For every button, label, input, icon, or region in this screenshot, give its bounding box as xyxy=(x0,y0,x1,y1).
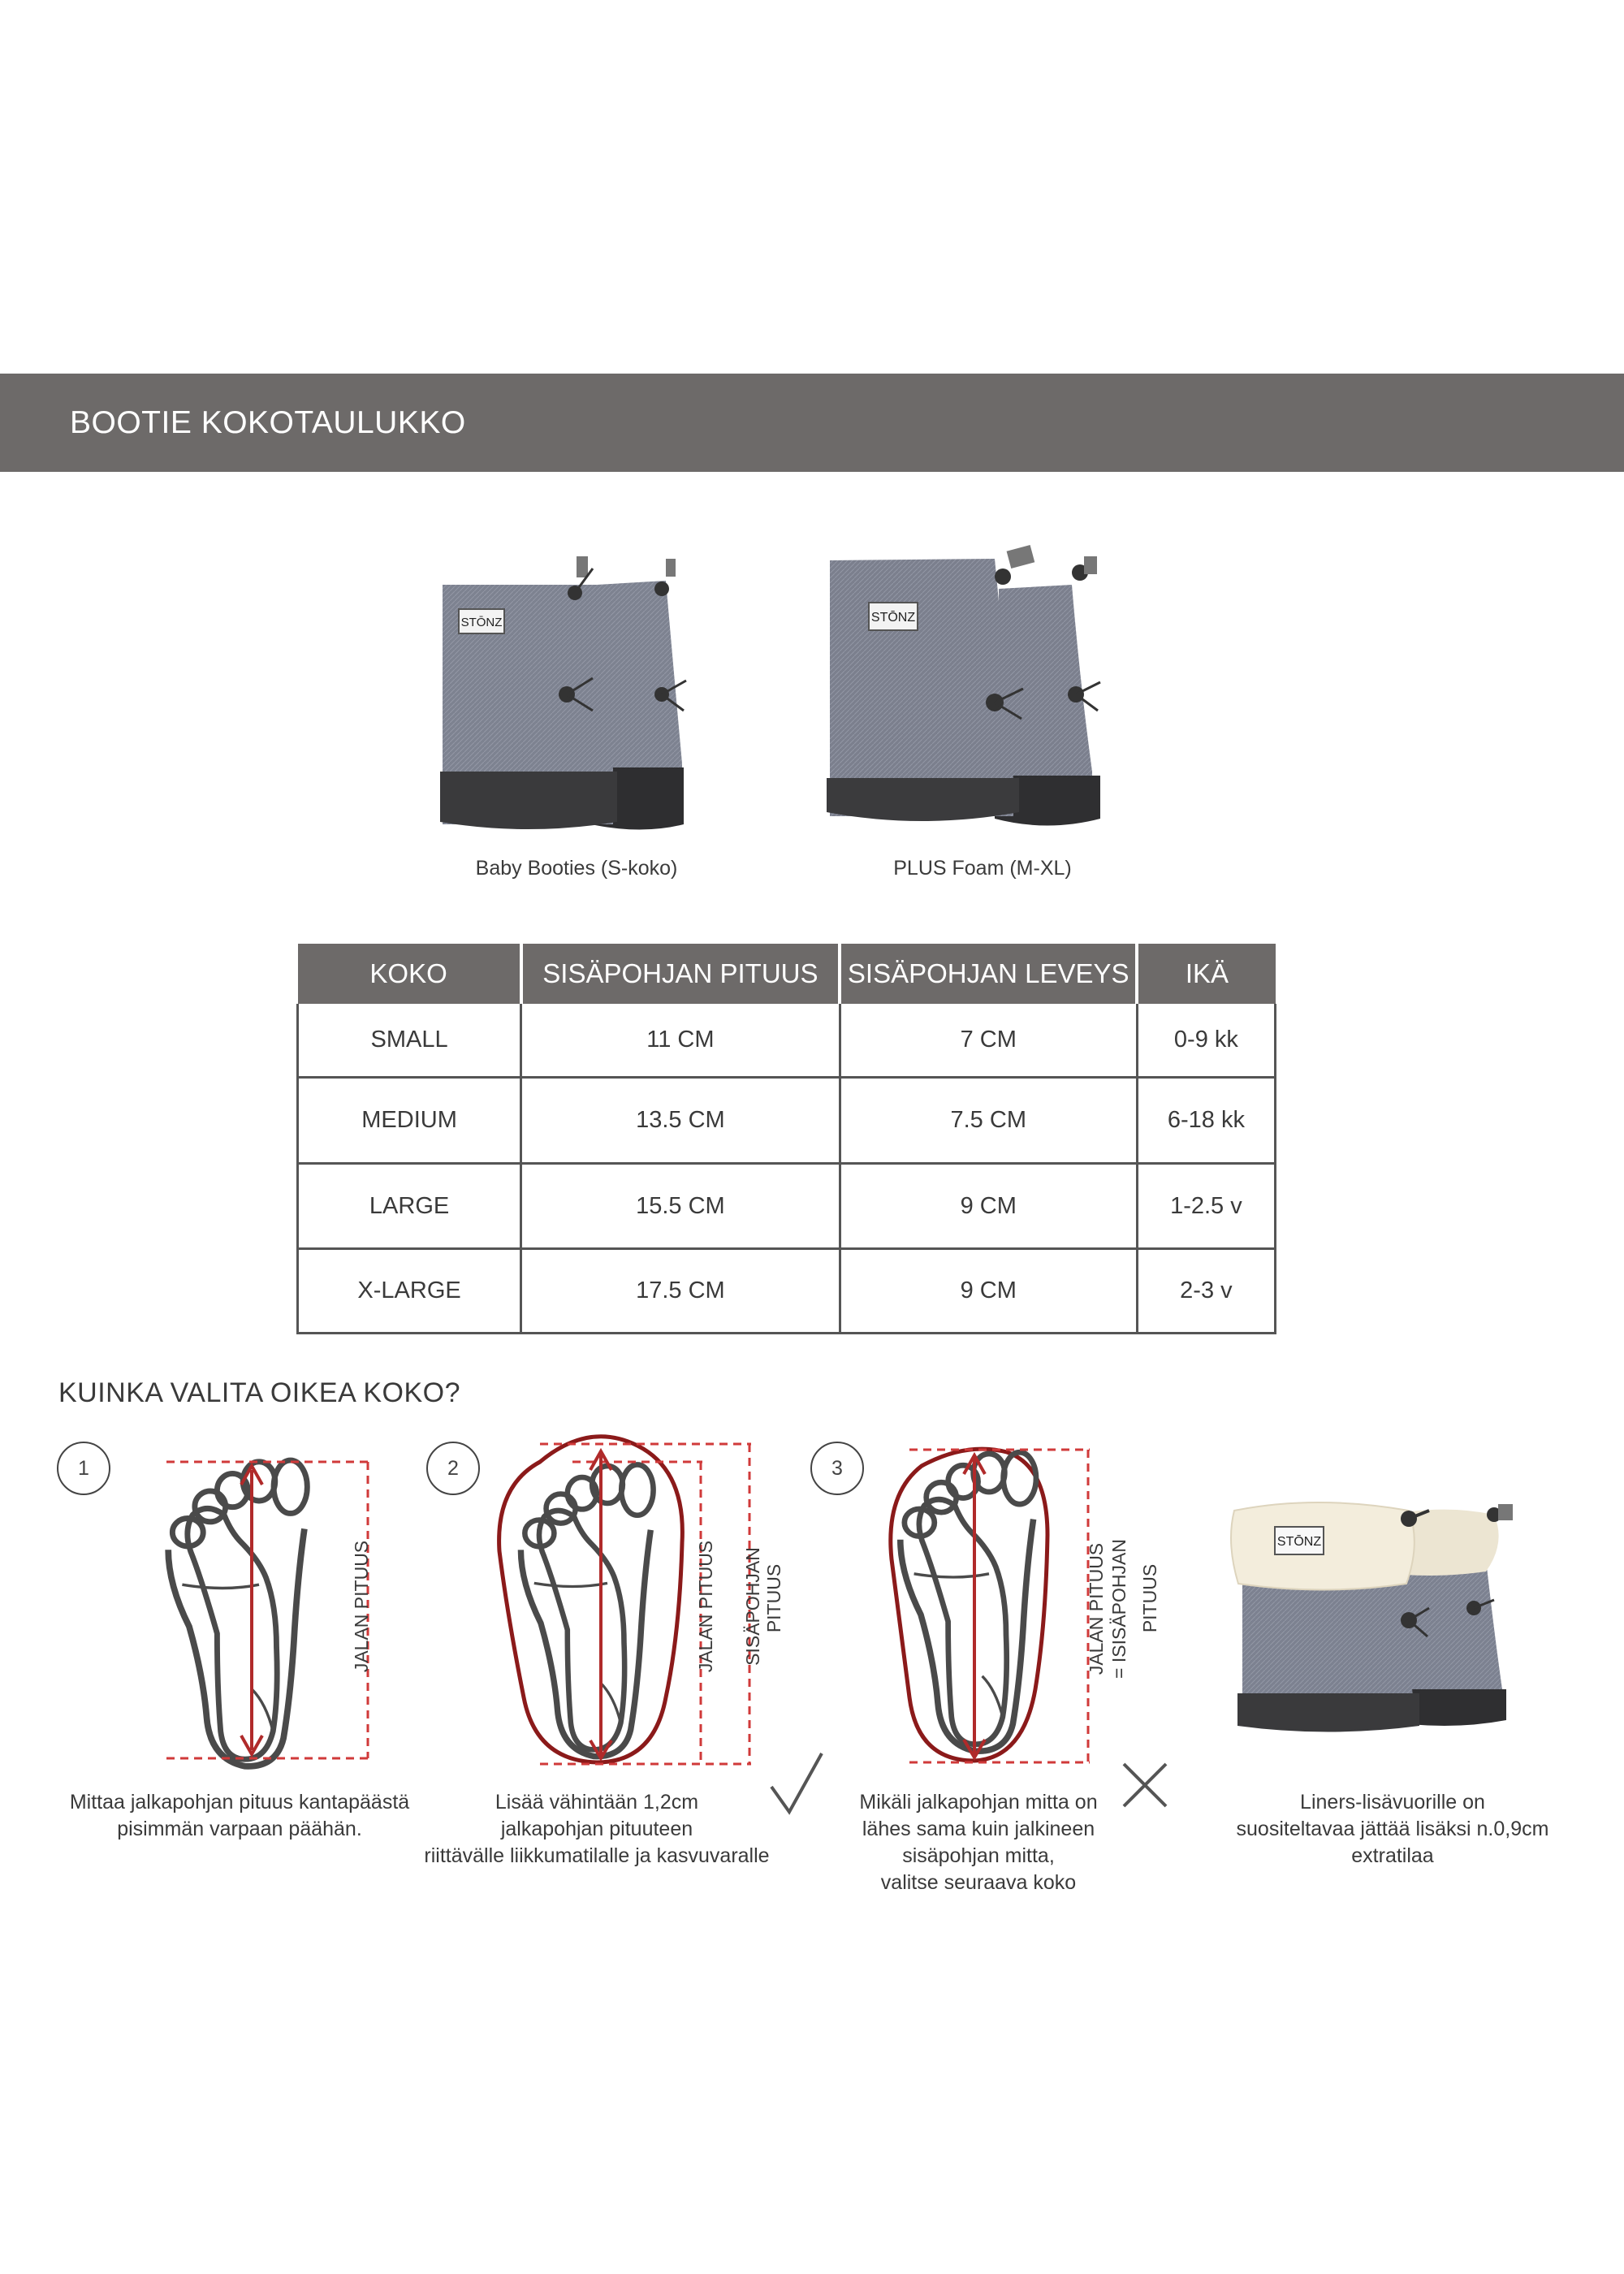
step-3-label-pituus: PITUUS xyxy=(1139,1563,1160,1633)
step-1-caption xyxy=(49,1789,430,1843)
table-row xyxy=(298,1164,1276,1249)
header-koko: KOKO xyxy=(298,944,521,1004)
step-1-number: 1 xyxy=(57,1442,110,1495)
step-2-label-jalan-pituus: JALAN PITUUS xyxy=(695,1540,716,1673)
step-3-caption-line: sisäpohjan mitta, xyxy=(902,1844,1055,1867)
header-ika: IKÄ xyxy=(1137,944,1275,1004)
step-3-caption-line: lähes sama kuin jalkineen xyxy=(862,1818,1095,1840)
stonz-logo-text: STŌNZ xyxy=(870,611,916,625)
product-caption-baby: Baby Booties (S-koko) xyxy=(475,857,678,880)
step-1-caption-line: pisimmän varpaan päähän. xyxy=(117,1818,362,1840)
step-2-number: 2 xyxy=(426,1442,480,1495)
page-title: BOOTIE KOKOTAULUKKO xyxy=(70,405,466,440)
liner-bootie-image xyxy=(1226,1494,1518,1738)
cross-icon xyxy=(1121,1761,1169,1809)
step-3-label-isisapohjan: = ISISÄPOHJAN xyxy=(1108,1539,1129,1679)
step-2-foot-diagram xyxy=(491,1429,759,1770)
step-1-label-jalan-pituus: JALAN PITUUS xyxy=(351,1540,372,1673)
cell-width: 7.5 CM xyxy=(840,1078,1137,1164)
step-2-label-sisapohjan: SISÄPOHJAN xyxy=(742,1547,763,1666)
table-row xyxy=(298,1078,1276,1164)
step-3-label-jalan-pituus: JALAN PITUUS xyxy=(1086,1542,1107,1675)
liner-caption-line: extratilaa xyxy=(1351,1844,1434,1867)
step-2-caption-line: jalkapohjan pituuteen xyxy=(500,1818,693,1840)
cell-length: 11 CM xyxy=(521,1004,840,1078)
cell-length: 17.5 CM xyxy=(521,1249,840,1334)
cell-age: 6-18 kk xyxy=(1137,1078,1275,1164)
step-2-caption-line: Lisää vähintään 1,2cm xyxy=(495,1791,699,1814)
table-header-row xyxy=(298,944,1276,1004)
cell-length: 15.5 CM xyxy=(521,1164,840,1249)
plus-foam-image xyxy=(820,544,1129,837)
cell-size: SMALL xyxy=(298,1004,521,1078)
stonz-logo-text: STŌNZ xyxy=(460,616,503,629)
header-sisapohjan-leveys: SISÄPOHJAN LEVEYS xyxy=(840,944,1137,1004)
cell-age: 1-2.5 v xyxy=(1137,1164,1275,1249)
step-2-caption xyxy=(398,1789,796,1870)
cell-size: LARGE xyxy=(298,1164,521,1249)
table-row xyxy=(298,1249,1276,1334)
step-3-caption xyxy=(828,1789,1129,1896)
cell-age: 0-9 kk xyxy=(1137,1004,1275,1078)
cell-width: 7 CM xyxy=(840,1004,1137,1078)
cell-length: 13.5 CM xyxy=(521,1078,840,1164)
table-row xyxy=(298,1004,1276,1078)
cell-age: 2-3 v xyxy=(1137,1249,1275,1334)
checkmark-icon xyxy=(768,1750,825,1815)
size-table xyxy=(296,944,1276,1334)
cell-size: X-LARGE xyxy=(298,1249,521,1334)
liner-caption xyxy=(1202,1789,1583,1870)
cell-size: MEDIUM xyxy=(298,1078,521,1164)
liner-caption-line: suositeltavaa jättää lisäksi n.0,9cm xyxy=(1236,1818,1549,1840)
guide-title: KUINKA VALITA OIKEA KOKO? xyxy=(58,1377,460,1408)
baby-booties-image xyxy=(430,552,723,845)
step-3-number: 3 xyxy=(810,1442,864,1495)
step-3-caption-line: Mikäli jalkapohjan mitta on xyxy=(859,1791,1098,1814)
product-caption-plus: PLUS Foam (M-XL) xyxy=(893,857,1072,880)
stonz-logo-text: STŌNZ xyxy=(1276,1535,1322,1549)
liner-caption-line: Liners-lisävuorille on xyxy=(1300,1791,1485,1814)
step-2-label-pituus: PITUUS xyxy=(763,1563,784,1633)
step-3-caption-line: valitse seuraava koko xyxy=(880,1871,1077,1894)
step-1-caption-line: Mittaa jalkapohjan pituus kantapäästä xyxy=(69,1791,410,1814)
header-sisapohjan-pituus: SISÄPOHJAN PITUUS xyxy=(521,944,840,1004)
cell-width: 9 CM xyxy=(840,1249,1137,1334)
step-2-caption-line: riittävälle liikkumatilalle ja kasvuvaralle xyxy=(424,1844,770,1867)
cell-width: 9 CM xyxy=(840,1164,1137,1249)
header-band xyxy=(0,374,1624,472)
